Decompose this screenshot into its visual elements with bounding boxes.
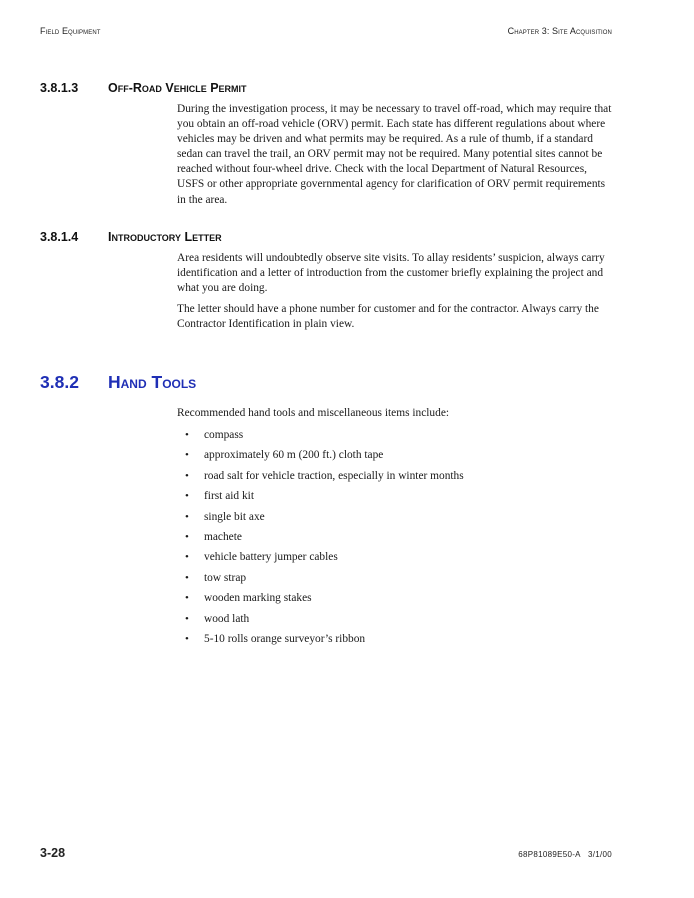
list-item-text: tow strap bbox=[204, 571, 247, 584]
bullet-icon: • bbox=[185, 592, 189, 605]
list-item bbox=[177, 428, 464, 448]
bullet-icon: • bbox=[185, 490, 189, 503]
list-item bbox=[177, 489, 464, 509]
hand-tools-list bbox=[177, 428, 464, 652]
list-item-text: first aid kit bbox=[204, 490, 254, 503]
section-3813-number: 3.8.1.3 bbox=[40, 81, 79, 95]
list-item bbox=[177, 469, 464, 489]
section-3814-number: 3.8.1.4 bbox=[40, 230, 79, 244]
list-item bbox=[177, 612, 464, 632]
list-item-text: single bit axe bbox=[204, 510, 265, 523]
list-item bbox=[177, 550, 464, 570]
list-item-text: vehicle battery jumper cables bbox=[204, 551, 338, 564]
bullet-icon: • bbox=[185, 429, 189, 441]
running-header-left bbox=[40, 26, 101, 36]
bullet-icon: • bbox=[185, 551, 189, 564]
section-382-number: 3.8.2 bbox=[40, 372, 79, 392]
bullet-icon: • bbox=[185, 449, 189, 462]
section-3814-paragraph-1: Area residents will undoubtedly observe site visits. To allay residents’ suspicion, always carry identification and a letter of introduction from the customer briefly explaining the project and what you are doing. bbox=[177, 252, 605, 295]
list-item-text: wood lath bbox=[204, 612, 250, 625]
header-sep: : bbox=[546, 26, 553, 36]
list-item bbox=[177, 571, 464, 591]
list-item bbox=[177, 632, 464, 652]
section-382-heading bbox=[40, 372, 196, 393]
hand-tools-intro: Recommended hand tools and miscellaneous items include: bbox=[177, 407, 450, 419]
section-3814-title: Introductory Letter bbox=[108, 230, 222, 244]
section-3813-heading bbox=[40, 81, 247, 95]
list-item-text: road salt for vehicle traction, especially in winter months bbox=[204, 469, 464, 482]
list-item-text: 5-10 rolls orange surveyor’s ribbon bbox=[204, 632, 366, 645]
list-item-text: machete bbox=[204, 530, 242, 543]
section-3814-paragraph-2: The letter should have a phone number for customer and for the contractor. Always carry the Contractor Identification in plain view. bbox=[177, 303, 599, 331]
header-chapter-title: Site Acquisition bbox=[552, 26, 612, 36]
bullet-icon: • bbox=[185, 530, 189, 543]
header-left-first: F bbox=[40, 26, 46, 36]
bullet-icon: • bbox=[185, 469, 189, 482]
bullet-icon: • bbox=[185, 612, 189, 625]
header-left-rest: ield Equipment bbox=[45, 26, 101, 36]
list-item-text: wooden marking stakes bbox=[204, 592, 312, 605]
section-382-title: Hand Tools bbox=[108, 372, 197, 392]
list-item-text: approximately 60 m (200 ft.) cloth tape bbox=[204, 449, 384, 462]
header-chapter: Chapter 3 bbox=[507, 26, 547, 36]
list-item bbox=[177, 591, 464, 611]
list-item bbox=[177, 510, 464, 530]
list-item bbox=[177, 530, 464, 550]
page-number: 3-28 bbox=[40, 846, 66, 860]
bullet-icon: • bbox=[185, 632, 189, 645]
section-3813-title: Off-Road Vehicle Permit bbox=[108, 81, 247, 95]
bullet-icon: • bbox=[185, 510, 189, 523]
section-3814-heading bbox=[40, 230, 222, 244]
section-3813-paragraph: During the investigation process, it may be necessary to travel off-road, which may require that you obtain an off-road vehicle (ORV) permit. Each state has different regulations about where vehicles may be driven and what permits may be required. As a rule of thumb, if a standard sedan can travel the trail, an ORV permit may not be required. Many potential sites cannot be reached without four-wheel drive. Check with the local Department of Natural Resources, USFS or other appropriate governmental agency for clarification of ORV permit requirements in the area. bbox=[177, 103, 612, 206]
running-header-right bbox=[508, 26, 612, 36]
document-id: 68P81089E50-A 3/1/00 bbox=[518, 850, 612, 859]
bullet-icon: • bbox=[185, 571, 189, 584]
list-item bbox=[177, 448, 464, 468]
list-item-text: compass bbox=[204, 429, 244, 441]
